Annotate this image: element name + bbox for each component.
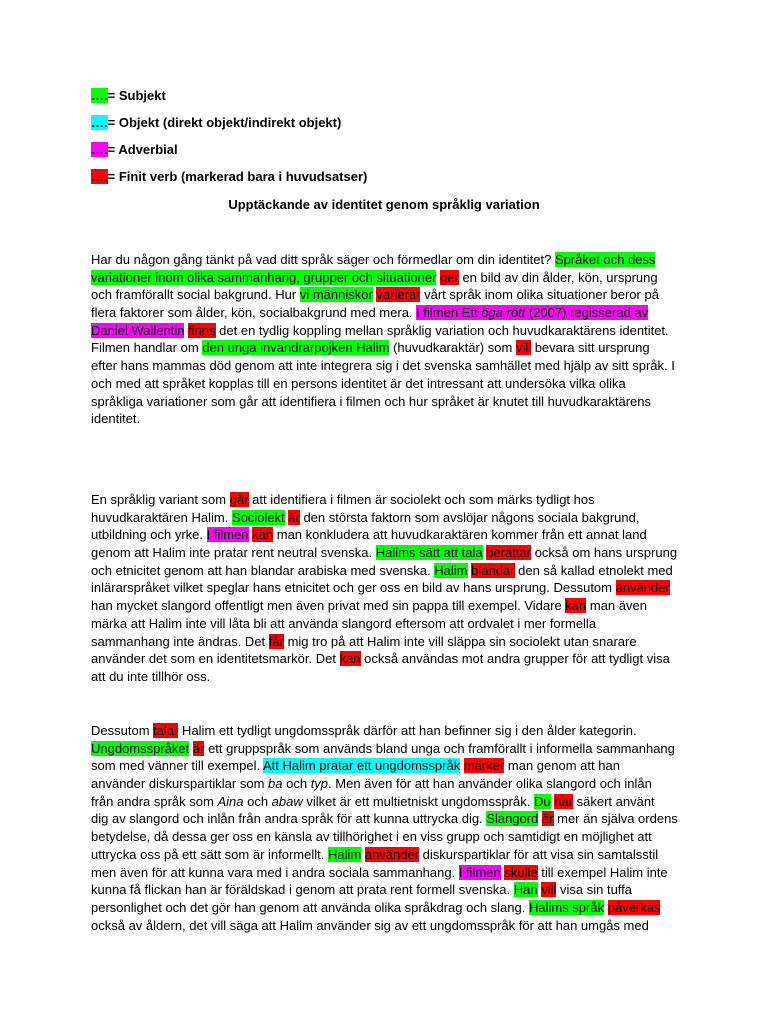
text-line — [91, 917, 681, 935]
text-run: och framförallt social bakgrund. Hur — [91, 287, 300, 303]
text-line — [91, 757, 681, 775]
object-highlight: Att Halim pratar ett ungdomsspråk — [262, 758, 461, 774]
text-run: huvudkaraktären Halim. — [91, 509, 232, 525]
text-run: personlighet och det gör han genom att använda olika språkdrag och slang. — [91, 899, 529, 915]
legend-adverbial — [91, 141, 178, 158]
text-run: säkert använt — [573, 793, 655, 809]
adverbial-highlight: I filmen — [458, 864, 501, 880]
text-line — [91, 509, 681, 527]
finite-verb-highlight: skulle — [504, 864, 538, 880]
subject-highlight: Halim — [434, 562, 468, 578]
subject-highlight: Halims språk — [528, 899, 605, 915]
text-run: efter hans mammas död genom att inte integrera sig i det svenska samhället med hjälp av sitt språk. I — [91, 358, 675, 374]
text-line — [91, 322, 681, 340]
legend-marker: …. — [91, 169, 108, 184]
finite-verb-highlight: använder — [364, 846, 420, 862]
text-run: genom att Halim inte pratar rent neutral svenska. — [91, 545, 376, 561]
text-line — [91, 846, 681, 864]
text-run: att identifiera i filmen är sociolekt och som märks tydligt hos — [248, 492, 595, 507]
text-run: som med vänner till exempel. — [91, 758, 263, 774]
text-run: . Men även för att han använder olika slangord och inlån — [328, 776, 652, 792]
text-run: vårt språk inom olika situationer beror på — [420, 287, 659, 303]
italic-text: ba — [268, 776, 283, 792]
finite-verb-highlight: är — [192, 740, 205, 756]
legend-marker: …. — [91, 88, 108, 103]
paragraph-intro — [91, 251, 681, 428]
text-line — [91, 881, 681, 899]
text-run: En språklig variant som — [91, 492, 230, 507]
text-run: från andra språk som — [91, 793, 218, 809]
text-run: mer än själva ordens — [553, 811, 678, 827]
text-run: den så kallad etnolekt med — [514, 562, 673, 578]
legend-subject — [91, 87, 166, 104]
finite-verb-highlight: får — [268, 633, 284, 649]
text-run: kunna få flickan han är föräldskad i genom att prata rent formell svenska. — [91, 882, 514, 898]
subject-highlight: vi människor — [299, 287, 373, 303]
text-line — [91, 544, 681, 562]
legend-text: = Adverbial — [107, 142, 178, 157]
text-line — [91, 339, 681, 357]
text-line — [91, 793, 681, 811]
text-run: visa sin tuffa — [556, 882, 633, 898]
text-run: till exempel Halim inte — [537, 864, 668, 880]
finite-verb-highlight: påverkas — [607, 899, 661, 915]
text-run: betydelse, då dessa ger oss en känsla av tillhörighet i en viss grupp och samtidigt en möjlighet att — [91, 829, 652, 845]
legend-text: = Subjekt — [107, 88, 166, 103]
legend-text: = Objekt (direkt objekt/indirekt objekt) — [107, 115, 342, 130]
adverbial-highlight: I filmen — [206, 527, 249, 543]
text-line — [91, 375, 681, 393]
finite-verb-highlight: kan — [339, 651, 361, 667]
legend-object — [91, 114, 341, 131]
text-run: en bild av din ålder, kön, ursprung — [458, 269, 658, 285]
text-line — [91, 828, 681, 846]
text-line — [91, 562, 681, 580]
text-run: märka att Halim inte vill låta bli att använda slangord eftersom att ordvalet i mer formella — [91, 615, 597, 631]
finite-verb-highlight: berättar — [486, 545, 532, 561]
subject-highlight: Slangord — [486, 811, 539, 827]
text-run: sammanhang inte ändras. Det — [91, 633, 269, 649]
text-run: använder det som en identitetsmarkör. Det — [91, 651, 340, 667]
finite-verb-highlight: talar — [153, 723, 179, 738]
text-run: man konkludera att huvudkaraktären kommer från ett annat land — [273, 527, 647, 543]
italic-text: Aina — [217, 793, 244, 809]
adverbial-highlight: I filmen Ett — [416, 305, 482, 321]
subject-highlight: Halim — [327, 846, 362, 862]
text-line — [91, 251, 681, 269]
text-run: han mycket slangord offentligt men även privat med sin pappa till exempel. Vidare — [91, 598, 566, 614]
finite-verb-highlight: går — [229, 492, 249, 507]
text-run: identitet. — [91, 411, 141, 427]
text-line — [91, 740, 681, 758]
italic-text: typ — [310, 776, 329, 792]
text-run: och — [243, 793, 272, 809]
text-run: Filmen handlar om — [91, 340, 203, 356]
legend-marker: …. — [91, 115, 108, 130]
finite-verb-highlight: kan — [565, 598, 587, 614]
text-run: mig tro på att Halim inte vill släppa sin sociolekt utan snarare — [283, 633, 637, 649]
subject-highlight: den unga invandrarpojken Halim — [202, 340, 390, 356]
text-run: utbildning och yrke. — [91, 527, 207, 543]
text-line — [91, 597, 681, 615]
finite-verb-highlight: märker — [463, 758, 505, 774]
subject-highlight: Ungdomsspråket — [91, 740, 190, 756]
text-run: men även för att kunna vara med i andra sociala sammanhang. — [91, 864, 459, 880]
text-line — [91, 633, 681, 651]
finite-verb-highlight: vill — [541, 882, 557, 898]
text-run: och etnicitet genom att han blandar arabiska med svenska. — [91, 562, 435, 578]
adverbial-highlight: öga rött — [481, 305, 526, 321]
text-line — [91, 269, 681, 287]
text-line — [91, 304, 681, 322]
text-line — [91, 650, 681, 668]
finite-verb-highlight: har — [554, 793, 573, 809]
adverbial-highlight: (2007) regisserad av — [525, 305, 649, 321]
text-run: flera faktorer som ålder, kön, socialbakgrund med mera. — [91, 305, 417, 321]
finite-verb-highlight: är — [288, 509, 300, 525]
finite-verb-highlight: använder — [615, 580, 670, 596]
text-run: ett gruppspråk som används bland unga och framförallt i informella sammanhang — [204, 740, 675, 756]
text-line — [91, 357, 681, 375]
text-run: också användas mot andra grupper för att tydligt visa — [360, 651, 670, 667]
text-line — [91, 775, 681, 793]
text-run: det en tydlig koppling mellan språklig variation och huvudkaraktärens identitet. — [215, 322, 669, 338]
finite-verb-highlight: finns — [188, 322, 216, 338]
subject-highlight: variationer inom olika sammanhang, grupper och situationer — [91, 269, 437, 285]
subject-highlight: Halims sätt att tala — [375, 545, 483, 561]
text-line — [91, 491, 681, 509]
finite-verb-highlight: ger — [440, 269, 459, 285]
finite-verb-highlight: blandar — [471, 562, 515, 578]
finite-verb-highlight: är — [541, 811, 554, 827]
text-run: och med att språket kopplas till en persons identitet är det intressant att undersöka vilka olika — [91, 375, 626, 391]
adverbial-highlight: Daniel Wallentin — [91, 322, 185, 338]
text-line — [91, 579, 681, 597]
text-run: (huvudkaraktär) som — [389, 340, 516, 356]
text-run: uttrycka oss på ett sätt som är informellt. — [91, 846, 328, 862]
text-run: och — [282, 776, 311, 792]
legend-finite-verb — [91, 168, 367, 185]
text-run: också av åldern, det vill säga att Halim använder sig av ett ungdomsspråk för att han umgås med — [91, 917, 649, 933]
text-line — [91, 810, 681, 828]
legend-text: = Finit verb (markerad bara i huvudsatser) — [107, 169, 368, 184]
subject-highlight: Sociolekt — [231, 509, 285, 525]
text-run: också om hans ursprung — [531, 545, 678, 561]
paragraph-ungdomssprak — [91, 722, 681, 934]
subject-highlight: Du — [533, 793, 551, 809]
text-run: vilket är ett multietniskt ungdomsspråk. — [302, 793, 534, 809]
text-run: diskurspartiklar för att visa sin samtalsstil — [419, 846, 659, 862]
text-run: Har du någon gång tänkt på vad ditt språk säger och förmedlar om din identitet? — [91, 252, 555, 267]
text-line — [91, 410, 681, 428]
text-run: man genom att han — [504, 758, 620, 774]
text-run: den största faktorn som avslöjar någons sociala bakgrund, — [299, 509, 640, 525]
text-line — [91, 393, 681, 411]
finite-verb-highlight: vill — [515, 340, 532, 356]
text-line — [91, 722, 681, 740]
text-run: språkliga variationer som går att identifiera i filmen och hur språket är knutet till huvudkaraktärens — [91, 393, 651, 409]
text-line — [91, 864, 681, 882]
text-run: Halim ett tydligt ungdomsspråk därför att han befinner sig i den ålder kategorin. — [178, 723, 637, 738]
text-run: man även — [586, 598, 647, 614]
text-line — [91, 615, 681, 633]
text-line — [91, 286, 681, 304]
text-run: bevara sitt ursprung — [531, 340, 650, 356]
subject-highlight: Han — [513, 882, 538, 898]
text-line — [91, 899, 681, 917]
text-run: dig av slangord och inlån från andra språk för att kunna uttrycka dig. — [91, 811, 487, 827]
text-run: använder diskurspartiklar som — [91, 776, 269, 792]
text-run: att du inte tillhör oss. — [91, 668, 211, 684]
legend-marker: …. — [91, 142, 108, 157]
subject-highlight: Språket och dess — [554, 252, 656, 267]
text-run: inlärarspråket vilket speglar hans etnicitet och ger oss en bild av hans ursprung. Dessutom — [91, 580, 616, 596]
finite-verb-highlight: kan — [252, 527, 274, 543]
text-run: Dessutom — [91, 723, 154, 738]
text-line — [91, 668, 681, 686]
document-title: Upptäckande av identitet genom språklig variation — [228, 197, 540, 212]
finite-verb-highlight: varierar — [376, 287, 421, 303]
text-line — [91, 526, 681, 544]
paragraph-sociolekt — [91, 491, 681, 686]
italic-text: abaw — [271, 793, 303, 809]
